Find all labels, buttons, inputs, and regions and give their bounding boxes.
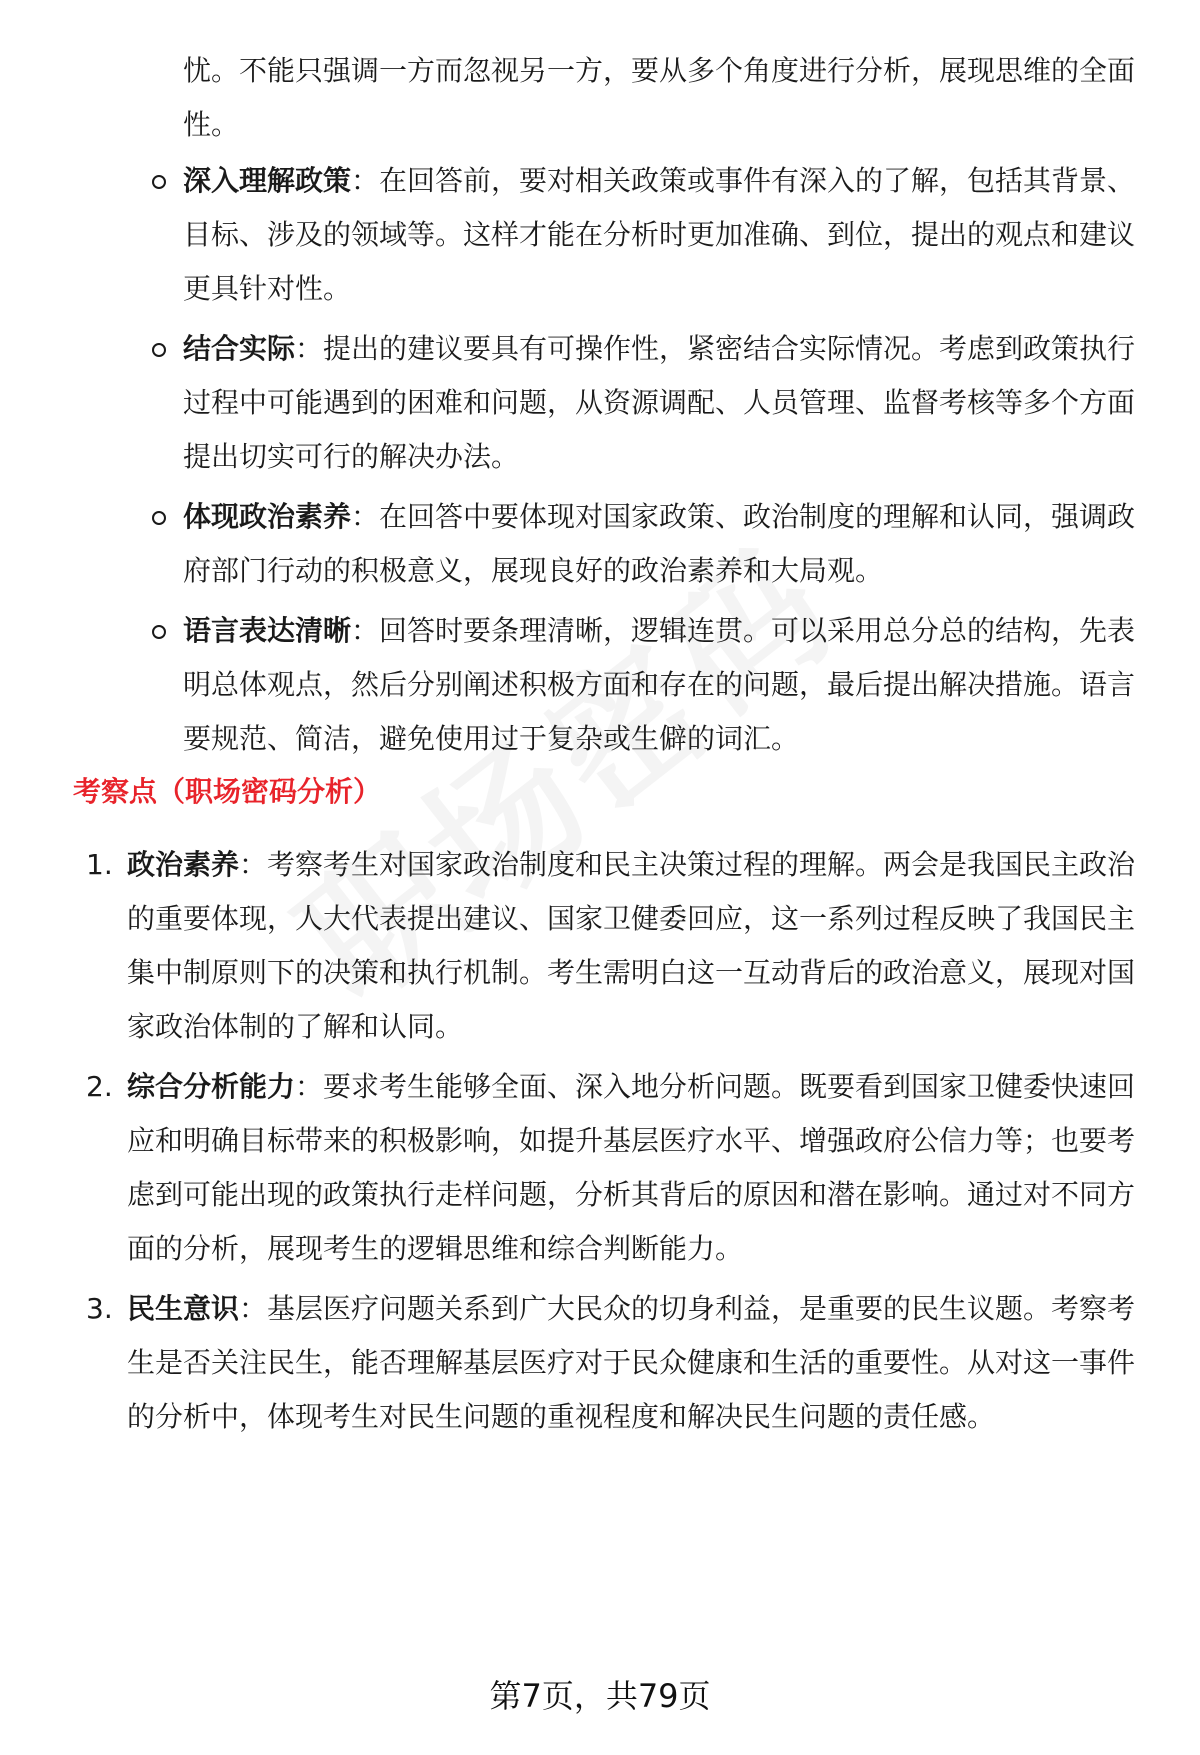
continuation-text: 忧。不能只强调一方而忽视另一方，要从多个角度进行分析，展现思维的全面性。: [183, 54, 1136, 141]
tips-list: [0, 154, 1200, 772]
points-list: [0, 838, 1200, 1450]
tip-text: ：在回答中要体现对国家政策、政治制度的理解和认同，强调政府部门行动的积极意义，展现良好的政治素养和大局观。: [183, 500, 1136, 587]
point-term: 民生意识: [127, 1292, 240, 1325]
tip-term: 结合实际: [183, 332, 296, 365]
point-number: 2.: [86, 1070, 113, 1103]
point-text: ：要求考生能够全面、深入地分析问题。既要看到国家卫健委快速回应和明确目标带来的积极影响，如提升基层医疗水平、增强政府公信力等；也要考虑到可能出现的政策执行走样问题，分析其背后的原因和潜在影响。通过对不同方面的分析，展现考生的逻辑思维和综合判断能力。: [127, 1070, 1136, 1265]
circle-bullet-icon: [152, 625, 166, 639]
point-item: [0, 1282, 1200, 1444]
tip-text: ：在回答前，要对相关政策或事件有深入的了解，包括其背景、目标、涉及的领域等。这样才能在分析时更加准确、到位，提出的观点和建议更具针对性。: [183, 164, 1136, 305]
circle-bullet-icon: [152, 343, 166, 357]
point-number: 3.: [86, 1292, 113, 1325]
tip-term: 体现政治素养: [183, 500, 352, 533]
point-item: [0, 838, 1200, 1054]
point-term: 政治素养: [127, 848, 240, 881]
circle-bullet-icon: [152, 511, 166, 525]
point-term: 综合分析能力: [127, 1070, 296, 1103]
tip-item: [0, 322, 1200, 484]
point-text: ：考察考生对国家政治制度和民主决策过程的理解。两会是我国民主政治的重要体现，人大代表提出建议、国家卫健委回应，这一系列过程反映了我国民主集中制原则下的决策和执行机制。考生需明白这一互动背后的政治意义，展现对国家政治体制的了解和认同。: [127, 848, 1136, 1043]
circle-bullet-icon: [152, 175, 166, 189]
tip-item: [0, 604, 1200, 766]
tip-term: 语言表达清晰: [183, 614, 352, 647]
section-title: 考察点（职场密码分析）: [73, 775, 382, 808]
page-footer: 第7页，共79页: [489, 1677, 711, 1715]
tip-term: 深入理解政策: [183, 164, 352, 197]
point-item: [0, 1060, 1200, 1276]
point-text: ：基层医疗问题关系到广大民众的切身利益，是重要的民生议题。考察考生是否关注民生，能否理解基层医疗对于民众健康和生活的重要性。从对这一事件的分析中，体现考生对民生问题的重视程度和解决民生问题的责任感。: [127, 1292, 1136, 1433]
point-number: 1.: [86, 848, 113, 881]
tip-item: [0, 154, 1200, 316]
tip-text: ：回答时要条理清晰，逻辑连贯。可以采用总分总的结构，先表明总体观点，然后分别阐述积极方面和存在的问题，最后提出解决措施。语言要规范、简洁，避免使用过于复杂或生僻的词汇。: [183, 614, 1136, 755]
tip-text: ：提出的建议要具有可操作性，紧密结合实际情况。考虑到政策执行过程中可能遇到的困难和问题，从资源调配、人员管理、监督考核等多个方面提出切实可行的解决办法。: [183, 332, 1136, 473]
tip-item: [0, 490, 1200, 598]
